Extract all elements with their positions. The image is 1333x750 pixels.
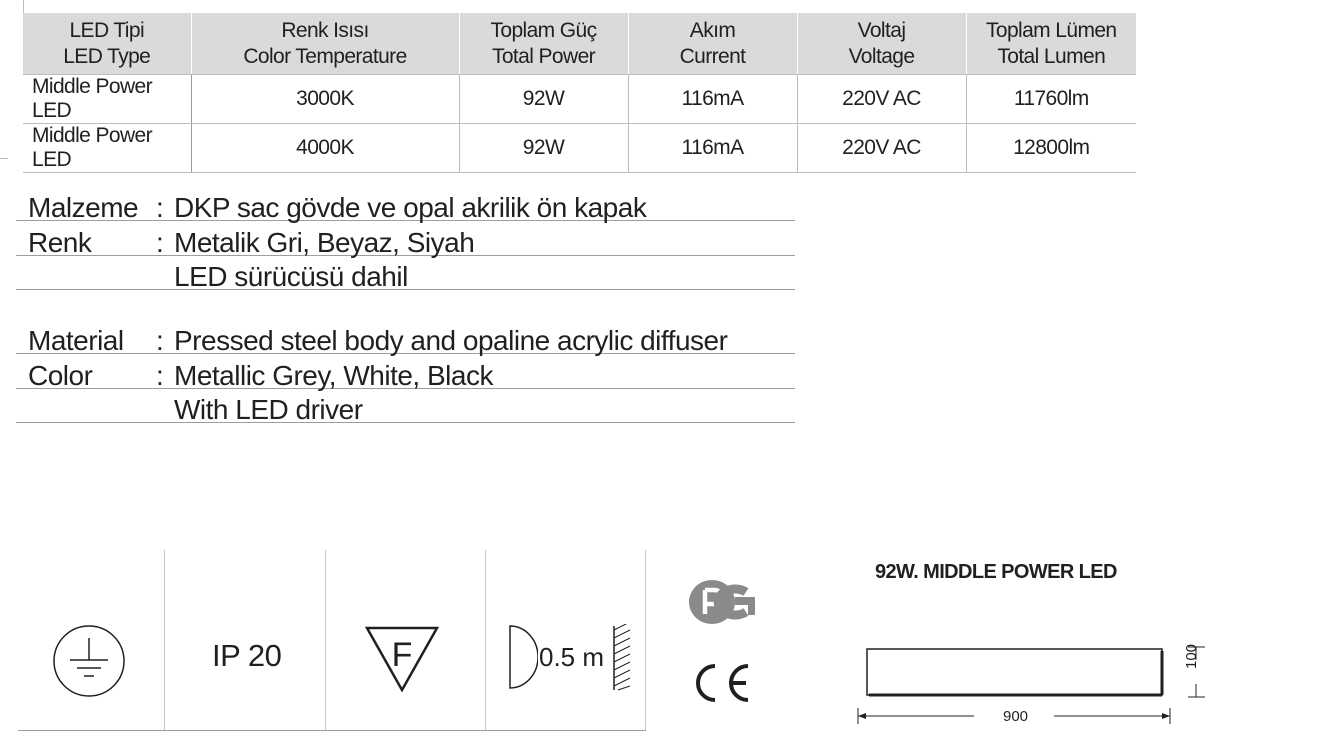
- table-top-edge: [23, 0, 24, 13]
- material-description-tr: [16, 187, 795, 293]
- cell-current: 116mA: [628, 124, 797, 173]
- table-row: [23, 75, 1136, 124]
- cell-divider: [485, 550, 486, 730]
- table-header-row: [23, 13, 1136, 75]
- desc-colon: :: [156, 192, 164, 224]
- desc-colon: :: [156, 325, 164, 357]
- material-description-en: [16, 320, 795, 426]
- cell-divider: [164, 550, 165, 730]
- cell-color-temperature: 3000K: [191, 75, 459, 124]
- desc-colon: :: [156, 359, 164, 391]
- cell-voltage: 220V AC: [797, 75, 966, 124]
- certification-strip: [18, 550, 646, 731]
- desc-value: With LED driver: [174, 394, 363, 426]
- cell-divider: [325, 550, 326, 730]
- cell-color-temperature: 4000K: [191, 124, 459, 173]
- header-current: Akım Current: [628, 13, 797, 75]
- dimension-title: 92W. MIDDLE POWER LED: [875, 561, 1117, 583]
- desc-label: Malzeme: [28, 192, 139, 224]
- page-margin-tick: [0, 158, 8, 159]
- desc-value: Metallic Grey, White, Black: [174, 359, 493, 391]
- wall-hatch-icon: [610, 624, 634, 692]
- luminaire-distance-icon: [498, 624, 538, 690]
- desc-row-material: [16, 187, 795, 224]
- cell-led-type: Middle Power LED: [23, 124, 191, 173]
- distance-label: 0.5 m: [539, 642, 605, 672]
- ce-mark-icon: [690, 662, 752, 704]
- ip-rating: IP 20: [212, 638, 282, 673]
- earth-ground-icon: [52, 624, 126, 698]
- spec-table: [23, 13, 1136, 173]
- table-row: [23, 124, 1136, 173]
- desc-row-color: [16, 221, 795, 258]
- header-total-power: Toplam Güç Total Power: [459, 13, 628, 75]
- desc-value: Metalik Gri, Beyaz, Siyah: [174, 226, 475, 258]
- dimension-drawing: [850, 640, 1210, 725]
- f-mark-icon: [365, 626, 439, 692]
- cell-current: 116mA: [628, 75, 797, 124]
- dimension-height-label: 100: [1183, 643, 1200, 669]
- cell-led-type: Middle Power LED: [23, 75, 191, 124]
- cell-total-lumen: 12800lm: [966, 124, 1136, 173]
- desc-row-material: [16, 320, 795, 357]
- header-led-type: LED Tipi LED Type: [23, 13, 191, 75]
- desc-label: Material: [28, 325, 124, 357]
- f-mark-letter: F: [391, 636, 413, 674]
- desc-row-color: [16, 354, 795, 391]
- cell-total-power: 92W: [459, 124, 628, 173]
- header-color-temperature: Renk Isısı Color Temperature: [191, 13, 459, 75]
- desc-label: Renk: [28, 226, 92, 258]
- desc-value: LED sürücüsü dahil: [174, 261, 408, 293]
- header-total-lumen: Toplam Lümen Total Lumen: [966, 13, 1136, 75]
- desc-row-driver: [16, 256, 795, 293]
- header-voltage: Voltaj Voltage: [797, 13, 966, 75]
- desc-value: Pressed steel body and opaline acrylic diffuser: [174, 325, 728, 357]
- desc-label: Color: [28, 359, 93, 391]
- cell-divider: [645, 550, 646, 730]
- cell-total-power: 92W: [459, 75, 628, 124]
- cell-total-lumen: 11760lm: [966, 75, 1136, 124]
- dimension-width-label: 900: [1003, 708, 1029, 725]
- desc-colon: :: [156, 226, 164, 258]
- rostest-pct-mark-icon: [688, 576, 758, 628]
- desc-row-driver: [16, 389, 795, 426]
- desc-value: DKP sac gövde ve opal akrilik ön kapak: [174, 192, 647, 224]
- cell-voltage: 220V AC: [797, 124, 966, 173]
